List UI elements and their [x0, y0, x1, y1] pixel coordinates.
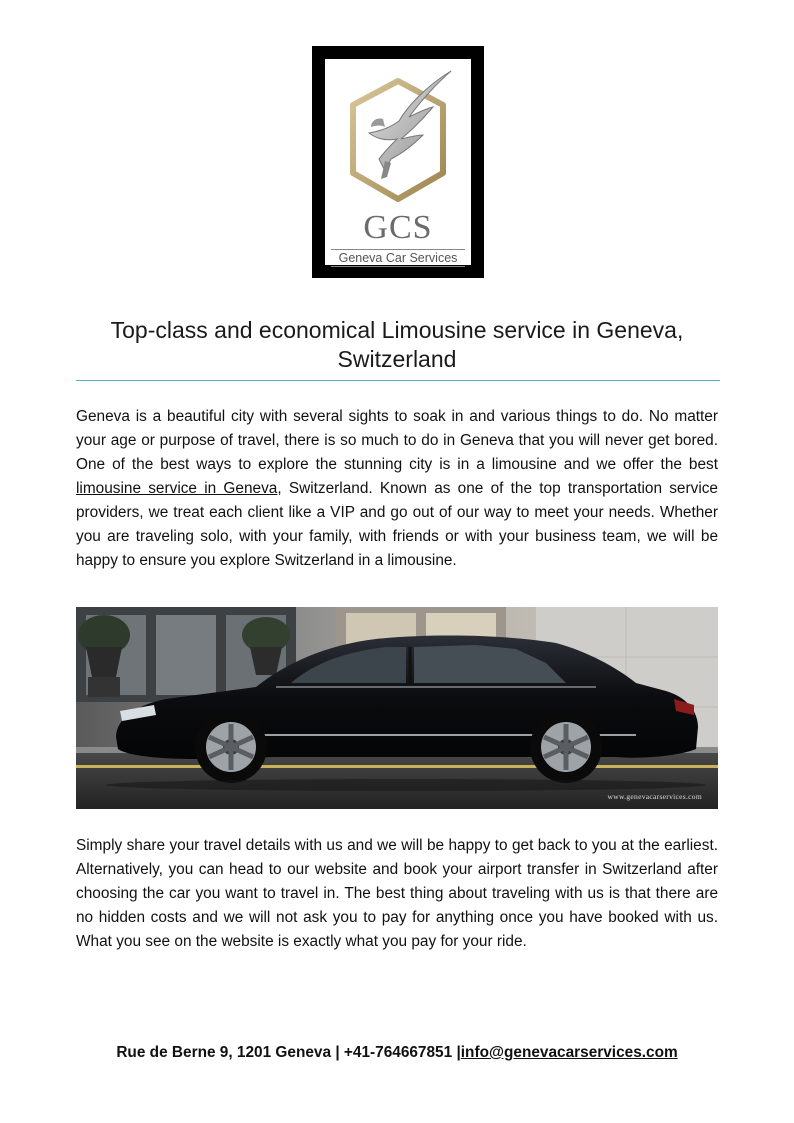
front-wheel [195, 711, 267, 783]
title-divider [76, 380, 720, 381]
photo-watermark: www.genevacarservices.com [607, 792, 702, 801]
intro-text-start: Geneva is a beautiful city with several sights to soak in and various things to do. No matter your age or purpose of travel, there is so much to do in Geneva that you will never get bored. One of the best ways to explore the stunning city is in a limousine and we offer the best [76, 408, 718, 473]
page-title: Top-class and economical Limousine service in Geneva, Switzerland [110, 317, 684, 372]
car-photo [76, 607, 718, 809]
footer-separator: | [452, 1044, 461, 1061]
logo-monogram: GCS [363, 209, 433, 246]
black-sedan-image [76, 607, 718, 809]
logo-tagline: Geneva Car Services [331, 249, 465, 267]
footer-separator: | [331, 1044, 344, 1061]
intro-paragraph [76, 405, 718, 573]
footer-phone[interactable]: +41-764667851 [343, 1044, 453, 1061]
intro-text-end: , Switzerland. Known as one of the top transportation service providers, we treat each client like a VIP and go out of our way to meet your needs. Whether you are traveling solo, with your family, with friends or with your business team, we will be happy to ensure you explore Switzerland in a limousine. [76, 480, 718, 569]
logo [312, 46, 484, 278]
body-paragraph: Simply share your travel details with us and we will be happy to get back to you at the earliest. Alternatively, you can head to our website and book your airport transfer in Switzerland after choosing the car you want to travel in. The best thing about traveling with us is that there are no hidden costs and we will not ask you to pay for anything once you have booked with us. What you see on the website is exactly what you pay for your ride. [76, 837, 718, 950]
footer-address: Rue de Berne 9, 1201 Geneva [116, 1044, 332, 1061]
contact-footer [0, 1044, 794, 1062]
logo-panel [325, 59, 471, 265]
rear-wheel [530, 711, 602, 783]
limousine-service-link[interactable]: limousine service in Geneva [76, 480, 278, 497]
footer-email-link[interactable]: info@genevacarservices.com [460, 1044, 678, 1061]
